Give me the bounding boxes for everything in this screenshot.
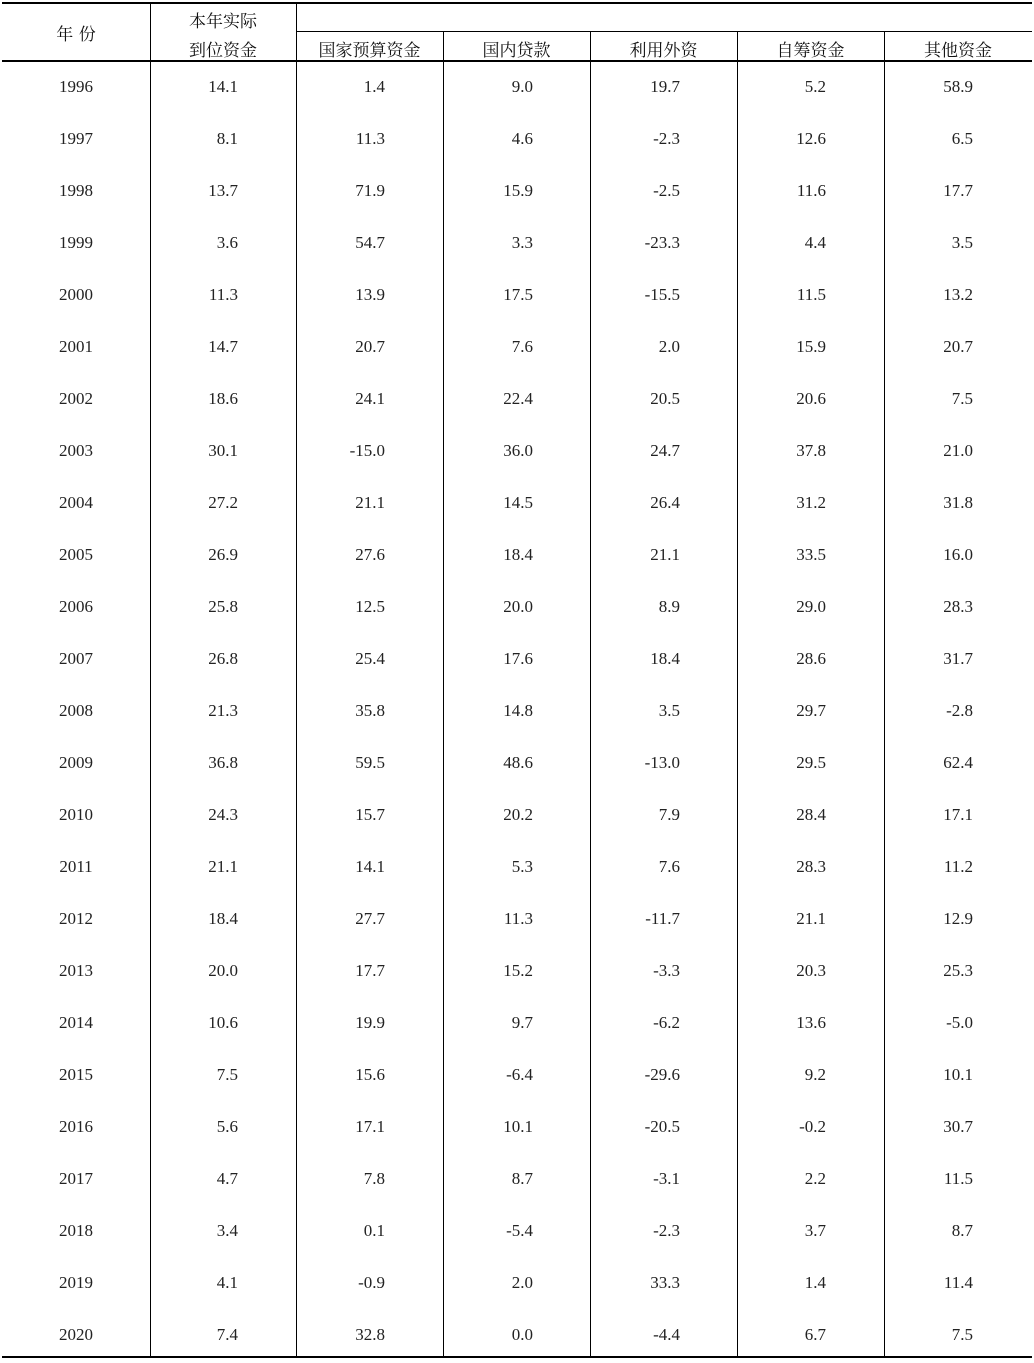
value-cell: 20.5 — [650, 389, 680, 408]
value-cell: 7.4 — [216, 1325, 238, 1344]
year-cell: 1996 — [59, 77, 93, 96]
value-cell: -3.3 — [653, 961, 680, 980]
year-cell: 2012 — [59, 909, 93, 928]
table-row — [2, 1259, 1032, 1311]
year-cell: 1997 — [59, 129, 93, 148]
value-cell: 3.7 — [804, 1221, 826, 1240]
value-cell: 29.7 — [796, 701, 826, 720]
value-cell: 5.2 — [804, 77, 826, 96]
value-cell: 12.6 — [796, 129, 826, 148]
table-row — [2, 687, 1032, 739]
year-cell: 2005 — [59, 545, 93, 564]
header-foreign-investment: 利用外资 — [629, 41, 698, 61]
value-cell: 29.0 — [796, 597, 826, 616]
year-cell: 2007 — [59, 649, 93, 668]
value-cell: 26.9 — [208, 545, 238, 564]
table-row — [2, 115, 1032, 167]
value-cell: 20.6 — [796, 389, 826, 408]
value-cell: 17.7 — [943, 181, 973, 200]
value-cell: 8.9 — [658, 597, 680, 616]
investment-funds-table — [2, 2, 1032, 1358]
value-cell: 59.5 — [355, 753, 385, 772]
value-cell: 10.6 — [208, 1013, 238, 1032]
value-cell: 3.6 — [216, 233, 238, 252]
value-cell: -15.0 — [349, 441, 385, 460]
value-cell: 7.6 — [658, 857, 680, 876]
value-cell: 10.1 — [943, 1065, 973, 1084]
year-cell: 2020 — [59, 1325, 93, 1344]
value-cell: 7.8 — [363, 1169, 385, 1188]
value-cell: 35.8 — [355, 701, 385, 720]
year-cell: 2004 — [59, 493, 93, 512]
value-cell: 9.0 — [511, 77, 533, 96]
value-cell: 29.5 — [796, 753, 826, 772]
top-rule — [2, 2, 1032, 4]
value-cell: 7.5 — [951, 389, 973, 408]
value-cell: 3.4 — [216, 1221, 238, 1240]
value-cell: 62.4 — [943, 753, 973, 772]
value-cell: 2.0 — [658, 337, 680, 356]
value-cell: -20.5 — [644, 1117, 680, 1136]
value-cell: 21.0 — [943, 441, 973, 460]
value-cell: 7.9 — [658, 805, 680, 824]
year-cell: 1998 — [59, 181, 93, 200]
value-cell: 7.6 — [511, 337, 533, 356]
header-total-line2: 到位资金 — [189, 41, 257, 61]
value-cell: 71.9 — [355, 181, 385, 200]
value-cell: 21.1 — [208, 857, 238, 876]
year-cell: 2013 — [59, 961, 93, 980]
value-cell: 17.7 — [355, 961, 385, 980]
table-row — [2, 1155, 1032, 1207]
value-cell: 20.7 — [355, 337, 385, 356]
value-cell: 31.8 — [943, 493, 973, 512]
value-cell: 13.2 — [943, 285, 973, 304]
value-cell: 15.2 — [503, 961, 533, 980]
value-cell: 20.7 — [943, 337, 973, 356]
value-cell: 4.4 — [804, 233, 826, 252]
table-row — [2, 895, 1032, 947]
value-cell: 0.1 — [363, 1221, 385, 1240]
year-cell: 2003 — [59, 441, 93, 460]
value-cell: 18.4 — [208, 909, 238, 928]
table-row — [2, 1311, 1032, 1363]
value-cell: 25.8 — [208, 597, 238, 616]
value-cell: 19.9 — [355, 1013, 385, 1032]
value-cell: 6.5 — [951, 129, 973, 148]
value-cell: 20.0 — [503, 597, 533, 616]
table-row — [2, 271, 1032, 323]
table-row — [2, 479, 1032, 531]
value-cell: 27.2 — [208, 493, 238, 512]
value-cell: 11.2 — [943, 857, 973, 876]
value-cell: 8.7 — [511, 1169, 533, 1188]
header-subrule — [296, 31, 1032, 32]
value-cell: 1.4 — [363, 77, 385, 96]
value-cell: 4.6 — [511, 129, 533, 148]
value-cell: 25.4 — [355, 649, 385, 668]
value-cell: 11.5 — [796, 285, 826, 304]
value-cell: 11.3 — [208, 285, 238, 304]
year-cell: 2000 — [59, 285, 93, 304]
value-cell: 17.5 — [503, 285, 533, 304]
value-cell: 7.5 — [216, 1065, 238, 1084]
value-cell: -11.7 — [645, 909, 680, 928]
value-cell: 21.1 — [355, 493, 385, 512]
value-cell: -3.1 — [653, 1169, 680, 1188]
value-cell: 14.1 — [355, 857, 385, 876]
value-cell: 25.3 — [943, 961, 973, 980]
table-row — [2, 427, 1032, 479]
table-row — [2, 219, 1032, 271]
value-cell: 28.4 — [796, 805, 826, 824]
header-year: 年 份 — [56, 25, 96, 45]
table-row — [2, 739, 1032, 791]
value-cell: 17.6 — [503, 649, 533, 668]
year-cell: 2002 — [59, 389, 93, 408]
year-cell: 2019 — [59, 1273, 93, 1292]
value-cell: 17.1 — [355, 1117, 385, 1136]
header-self-raised: 自筹资金 — [776, 41, 845, 61]
value-cell: 3.3 — [511, 233, 533, 252]
value-cell: 9.2 — [804, 1065, 826, 1084]
value-cell: 12.9 — [943, 909, 973, 928]
value-cell: -0.9 — [358, 1273, 385, 1292]
value-cell: 26.4 — [650, 493, 680, 512]
value-cell: 33.3 — [650, 1273, 680, 1292]
value-cell: 11.3 — [355, 129, 385, 148]
value-cell: 13.9 — [355, 285, 385, 304]
table-row — [2, 1103, 1032, 1155]
table-row — [2, 323, 1032, 375]
year-cell: 2008 — [59, 701, 93, 720]
value-cell: 14.1 — [208, 77, 238, 96]
value-cell: 54.7 — [355, 233, 385, 252]
table-row — [2, 947, 1032, 999]
value-cell: 28.6 — [796, 649, 826, 668]
table-row — [2, 375, 1032, 427]
value-cell: 5.6 — [216, 1117, 238, 1136]
value-cell: 1.4 — [804, 1273, 826, 1292]
value-cell: -6.2 — [653, 1013, 680, 1032]
value-cell: 18.4 — [503, 545, 533, 564]
value-cell: 11.4 — [943, 1273, 973, 1292]
value-cell: 19.7 — [650, 77, 680, 96]
value-cell: 7.5 — [951, 1325, 973, 1344]
value-cell: 32.8 — [355, 1325, 385, 1344]
value-cell: 15.7 — [355, 805, 385, 824]
value-cell: 30.1 — [208, 441, 238, 460]
value-cell: -2.3 — [653, 129, 680, 148]
value-cell: -0.2 — [799, 1117, 826, 1136]
value-cell: 3.5 — [658, 701, 680, 720]
value-cell: 17.1 — [943, 805, 973, 824]
value-cell: -2.5 — [653, 181, 680, 200]
value-cell: 28.3 — [796, 857, 826, 876]
value-cell: 11.6 — [796, 181, 826, 200]
table-row — [2, 167, 1032, 219]
table-row — [2, 999, 1032, 1051]
header-state-budget: 国家预算资金 — [318, 41, 421, 61]
value-cell: -6.4 — [506, 1065, 533, 1084]
value-cell: 31.7 — [943, 649, 973, 668]
value-cell: 21.1 — [650, 545, 680, 564]
value-cell: 15.9 — [796, 337, 826, 356]
year-cell: 2001 — [59, 337, 93, 356]
value-cell: 15.9 — [503, 181, 533, 200]
value-cell: -15.5 — [644, 285, 680, 304]
value-cell: 8.1 — [216, 129, 238, 148]
value-cell: 20.2 — [503, 805, 533, 824]
value-cell: 36.0 — [503, 441, 533, 460]
value-cell: 4.7 — [216, 1169, 238, 1188]
value-cell: 28.3 — [943, 597, 973, 616]
value-cell: 22.4 — [503, 389, 533, 408]
value-cell: 30.7 — [943, 1117, 973, 1136]
value-cell: -5.0 — [946, 1013, 973, 1032]
value-cell: 4.1 — [216, 1273, 238, 1292]
value-cell: 13.6 — [796, 1013, 826, 1032]
value-cell: 24.7 — [650, 441, 680, 460]
year-cell: 2016 — [59, 1117, 93, 1136]
value-cell: -5.4 — [506, 1221, 533, 1240]
value-cell: 16.0 — [943, 545, 973, 564]
header-total-line1: 本年实际 — [189, 12, 257, 32]
value-cell: 20.0 — [208, 961, 238, 980]
value-cell: 31.2 — [796, 493, 826, 512]
value-cell: 14.5 — [503, 493, 533, 512]
value-cell: 13.7 — [208, 181, 238, 200]
year-cell: 2015 — [59, 1065, 93, 1084]
year-cell: 1999 — [59, 233, 93, 252]
value-cell: 27.7 — [355, 909, 385, 928]
value-cell: 8.7 — [951, 1221, 973, 1240]
value-cell: 20.3 — [796, 961, 826, 980]
value-cell: 27.6 — [355, 545, 385, 564]
value-cell: 0.0 — [511, 1325, 533, 1344]
year-cell: 2009 — [59, 753, 93, 772]
table-row — [2, 791, 1032, 843]
value-cell: 21.3 — [208, 701, 238, 720]
value-cell: 10.1 — [503, 1117, 533, 1136]
value-cell: 18.4 — [650, 649, 680, 668]
value-cell: -29.6 — [644, 1065, 680, 1084]
value-cell: 26.8 — [208, 649, 238, 668]
value-cell: 2.0 — [511, 1273, 533, 1292]
header-other: 其他资金 — [924, 41, 992, 61]
year-cell: 2010 — [59, 805, 93, 824]
value-cell: 15.6 — [355, 1065, 385, 1084]
year-cell: 2018 — [59, 1221, 93, 1240]
value-cell: 24.1 — [355, 389, 385, 408]
value-cell: 11.5 — [943, 1169, 973, 1188]
value-cell: -2.3 — [653, 1221, 680, 1240]
value-cell: -2.8 — [946, 701, 973, 720]
table-row — [2, 1207, 1032, 1259]
table-row — [2, 63, 1032, 115]
value-cell: 2.2 — [804, 1169, 826, 1188]
value-cell: 11.3 — [503, 909, 533, 928]
value-cell: 3.5 — [951, 233, 973, 252]
year-cell: 2011 — [59, 857, 93, 876]
year-cell: 2017 — [59, 1169, 93, 1188]
value-cell: 6.7 — [804, 1325, 826, 1344]
value-cell: 14.8 — [503, 701, 533, 720]
value-cell: 24.3 — [208, 805, 238, 824]
value-cell: 36.8 — [208, 753, 238, 772]
value-cell: -4.4 — [653, 1325, 680, 1344]
value-cell: 48.6 — [503, 753, 533, 772]
value-cell: 9.7 — [511, 1013, 533, 1032]
value-cell: 5.3 — [511, 857, 533, 876]
year-cell: 2006 — [59, 597, 93, 616]
value-cell: 33.5 — [796, 545, 826, 564]
year-cell: 2014 — [59, 1013, 93, 1032]
header-domestic-loans: 国内贷款 — [482, 41, 551, 61]
table-row — [2, 583, 1032, 635]
table-row — [2, 843, 1032, 895]
table-row — [2, 531, 1032, 583]
table-row — [2, 1051, 1032, 1103]
value-cell: 18.6 — [208, 389, 238, 408]
value-cell: 58.9 — [943, 77, 973, 96]
value-cell: -23.3 — [644, 233, 680, 252]
value-cell: 12.5 — [355, 597, 385, 616]
value-cell: -13.0 — [644, 753, 680, 772]
value-cell: 37.8 — [796, 441, 826, 460]
value-cell: 14.7 — [208, 337, 238, 356]
value-cell: 21.1 — [796, 909, 826, 928]
table-row — [2, 635, 1032, 687]
